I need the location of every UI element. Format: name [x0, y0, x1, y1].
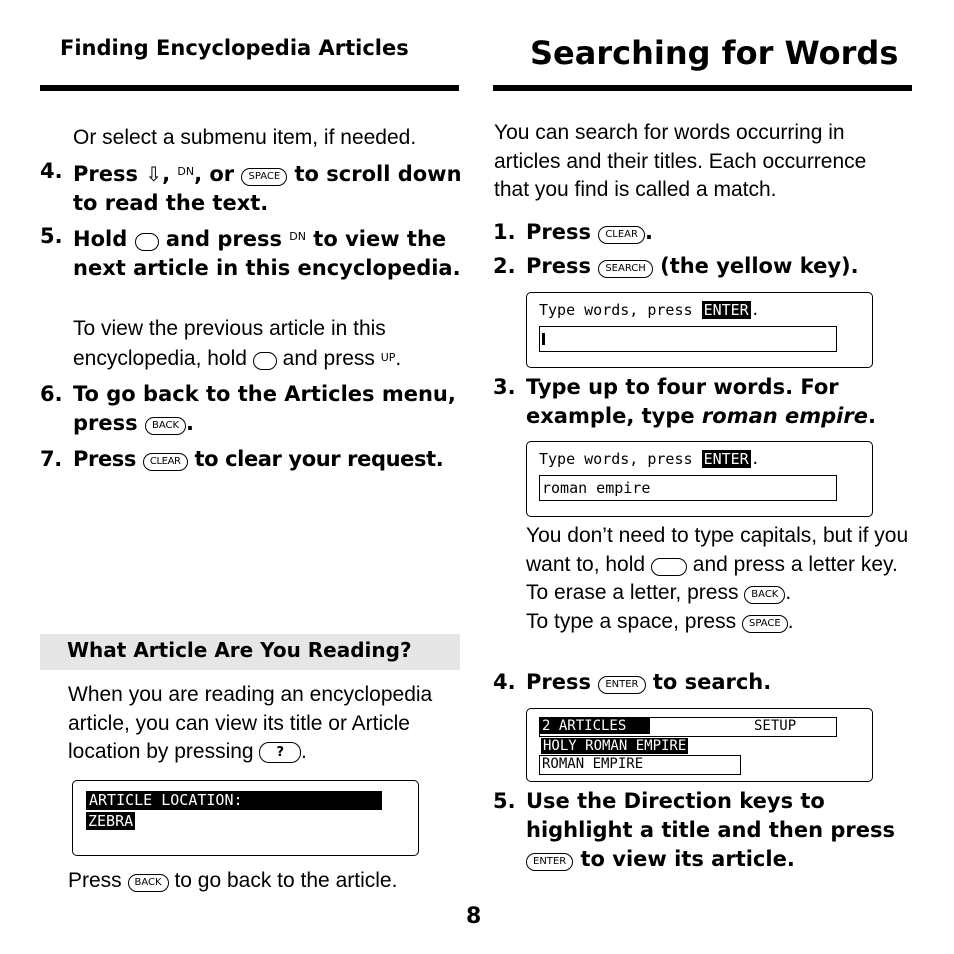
article-location-screen [72, 780, 419, 856]
page-number: 8 [466, 904, 482, 929]
result-item-highlighted: HOLY ROMAN EMPIRE [543, 738, 687, 754]
search-key: SEARCH [598, 260, 652, 278]
search-screen-filled: Type words, press ENTER . roman empire [526, 441, 873, 517]
cursor-icon [542, 333, 545, 345]
right-header-rule [493, 85, 912, 91]
results-header-row: 2 ARTICLES SETUP [539, 717, 837, 737]
enter-key: ENTER [598, 676, 645, 694]
result-item: ROMAN EMPIRE [539, 755, 741, 775]
shift-key-icon [135, 233, 159, 251]
right-step-1: 1. Press CLEAR . [493, 220, 653, 244]
sidebar-footer: Press BACK to go back to the article. [68, 869, 398, 892]
left-header-title: Finding Encyclopedia Articles [60, 36, 409, 60]
space-key: SPACE [241, 168, 287, 186]
results-screen [526, 708, 873, 782]
back-key: BACK [145, 417, 186, 435]
left-step-6: 6. To go back to the Articles menu, press BACK . [40, 382, 456, 435]
sidebar-title: What Article Are You Reading? [67, 638, 412, 662]
shift-key-icon [253, 352, 277, 370]
page-title: Searching for Words [530, 34, 899, 72]
left-intro: Or select a submenu item, if needed. [73, 126, 417, 149]
sidebar-text: When you are reading an encyclopedia article, you can view its title or Article location by pressing ? . [68, 683, 433, 763]
search-screen-empty: Type words, press ENTER . [526, 292, 873, 368]
right-step-3: 3. Type up to four words. For example, type roman empire. [493, 375, 876, 428]
right-step-5: 5. Use the Direction keys to highlight a title and then press ENTER to view its article. [493, 789, 895, 871]
down-arrow-icon: ⇩ [145, 162, 163, 186]
back-key: BACK [744, 586, 785, 604]
up-key-icon: UP [380, 350, 396, 364]
enter-key: ENTER [526, 853, 573, 871]
left-step-4: 4. Press ⇩, $^{DN}$, or SPACE to scroll down to read the text. [40, 159, 462, 215]
help-key: ? [259, 742, 301, 763]
left-step-5-note: To view the previous article in this encyclopedia, hold and press UP. [73, 317, 402, 370]
space-key: SPACE [742, 615, 788, 633]
left-step-7: 7. Press CLEAR to clear your request. [40, 447, 444, 471]
left-step-5: 5. Hold and press $^{DN}$ to view the next article in this encyclopedia. [40, 224, 461, 280]
search-field [539, 326, 837, 352]
dn-key-icon: DN [177, 165, 195, 178]
right-step-4: 4. Press ENTER to search. [493, 670, 772, 694]
clear-key: CLEAR [598, 226, 645, 244]
right-step-3-note: You don’t need to type capitals, but if you want to, hold and press a letter key. To erase a letter, press BACK . To type a space, press SPACE . [526, 524, 909, 633]
left-header-rule [40, 85, 459, 91]
shift-key-icon [651, 558, 687, 576]
screen-line-2: ZEBRA [88, 812, 134, 830]
right-intro: You can search for words occurring in articles and their titles. Each occurrence that you find is called a match. [494, 121, 867, 201]
dn-key-icon: DN [289, 230, 306, 243]
back-key: BACK [128, 874, 169, 892]
search-field-filled: roman empire [539, 475, 837, 501]
screen-line-1: ARTICLE LOCATION: [87, 791, 381, 809]
right-step-2: 2. Press SEARCH (the yellow key). [493, 254, 859, 278]
clear-key: CLEAR [143, 453, 188, 471]
